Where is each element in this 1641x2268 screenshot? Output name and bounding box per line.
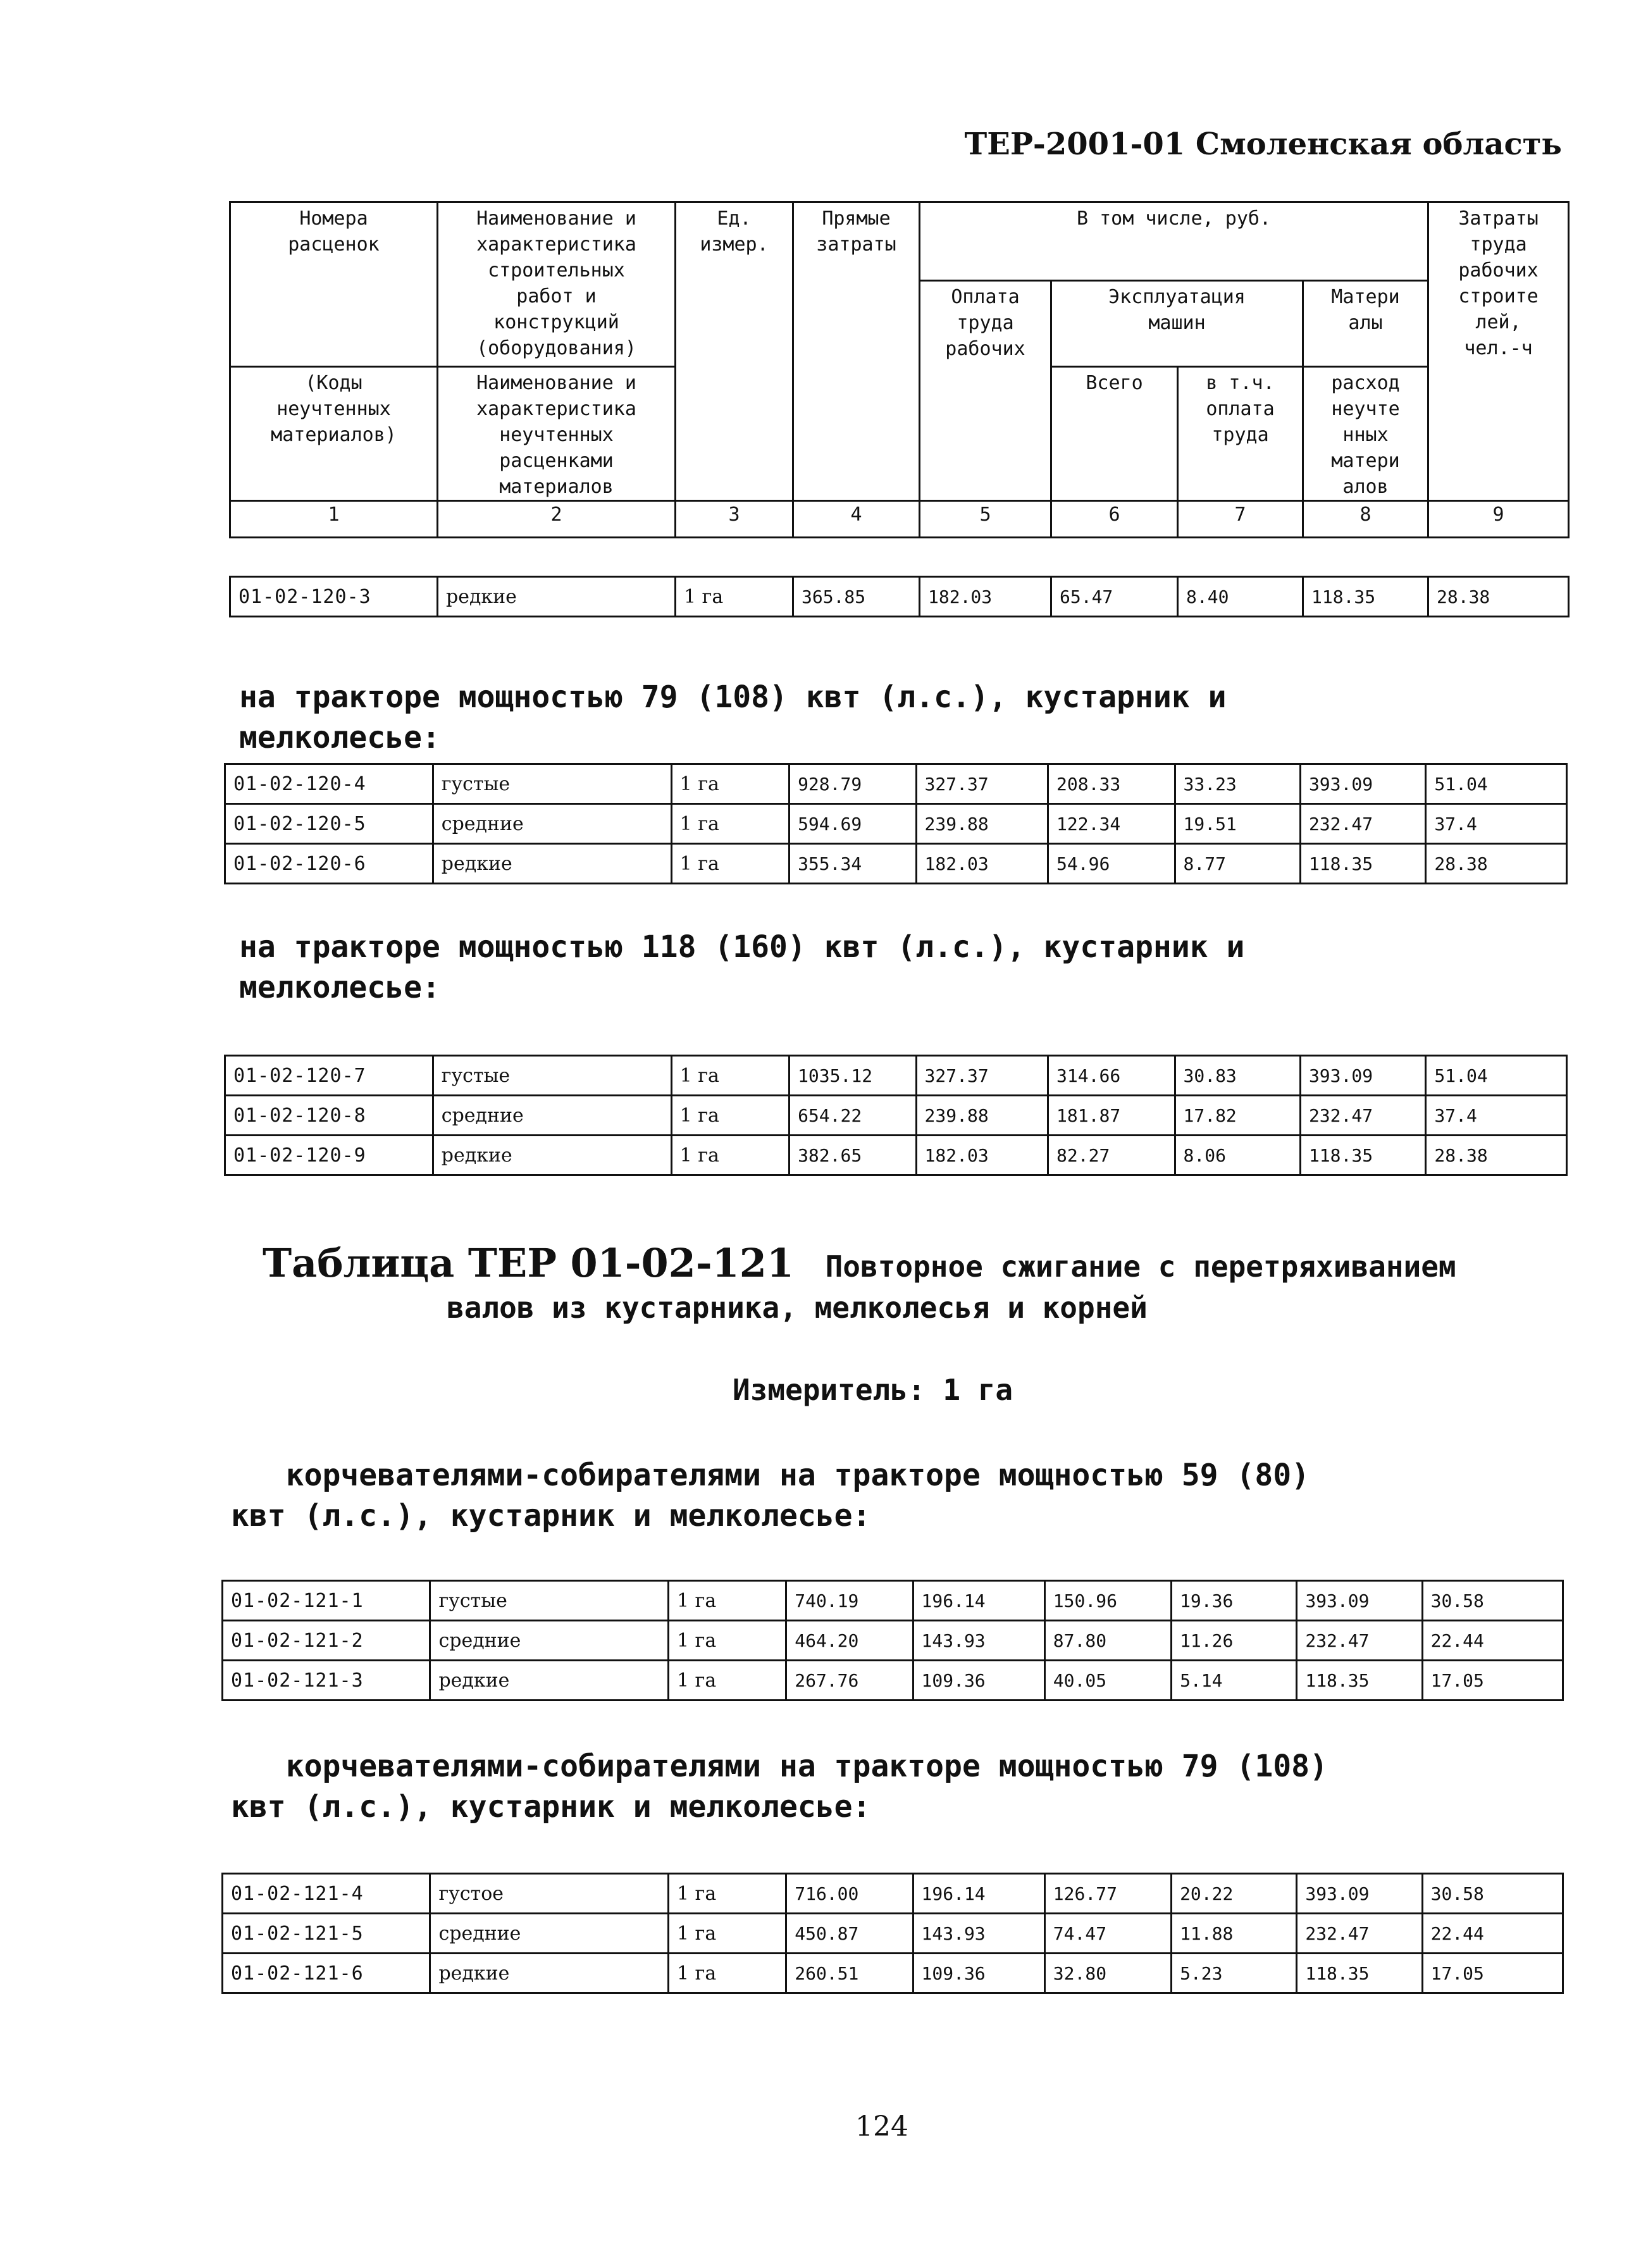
column-number: 2 xyxy=(438,501,676,538)
cell-materials: 118.35 xyxy=(1297,1954,1422,1993)
header-machine-labor: в т.ч. оплата труда xyxy=(1178,367,1303,501)
cell-worker-pay: 143.93 xyxy=(913,1914,1044,1954)
cell-machine-labor: 20.22 xyxy=(1172,1874,1297,1914)
cell-work-name: средние xyxy=(430,1914,669,1954)
column-number: 3 xyxy=(676,501,793,538)
table-121-measure: Измеритель: 1 га xyxy=(733,1373,1013,1407)
table-row xyxy=(225,804,1567,844)
section-heading-3: корчевателями-собирателями на тракторе мощностью 59 (80) квт (л.с.), кустарник и мелколесье: xyxy=(231,1458,1310,1534)
cell-work-name: густые xyxy=(433,1056,671,1096)
section-heading-4: корчевателями-собирателями на тракторе мощностью 79 (108) квт (л.с.), кустарник и мелколесье: xyxy=(231,1749,1328,1825)
cell-machine-labor: 8.77 xyxy=(1175,844,1300,884)
cell-worker-pay: 239.88 xyxy=(916,1096,1048,1136)
rates-table-0 xyxy=(229,576,1570,617)
header-unit: Ед. измер. xyxy=(676,202,793,501)
cell-rate-code: 01-02-121-5 xyxy=(223,1914,430,1954)
cell-machine-labor: 5.23 xyxy=(1172,1954,1297,1993)
cell-materials: 118.35 xyxy=(1300,844,1425,884)
header-including-group: В том числе, руб. xyxy=(920,202,1428,281)
cell-materials: 232.47 xyxy=(1297,1914,1422,1954)
cell-machine-total: 150.96 xyxy=(1044,1581,1171,1621)
rates-table-3 xyxy=(221,1580,1564,1701)
table-row xyxy=(223,1914,1563,1954)
cell-machine-labor: 8.40 xyxy=(1178,577,1303,617)
column-number: 9 xyxy=(1428,501,1569,538)
cell-labor-hours: 22.44 xyxy=(1422,1621,1563,1661)
table-row xyxy=(225,1096,1567,1136)
cell-materials: 393.09 xyxy=(1297,1581,1422,1621)
cell-direct-costs: 928.79 xyxy=(790,764,916,804)
cell-labor-hours: 30.58 xyxy=(1422,1581,1563,1621)
cell-materials: 393.09 xyxy=(1297,1874,1422,1914)
cell-labor-hours: 51.04 xyxy=(1426,1056,1567,1096)
cell-direct-costs: 267.76 xyxy=(786,1661,913,1701)
cell-unit: 1 га xyxy=(671,844,789,884)
rates-table-4 xyxy=(221,1873,1564,1994)
table-row xyxy=(223,1621,1563,1661)
cell-direct-costs: 464.20 xyxy=(786,1621,913,1661)
cell-machine-labor: 5.14 xyxy=(1172,1661,1297,1701)
cell-labor-hours: 30.58 xyxy=(1422,1874,1563,1914)
header-direct-costs: Прямые затраты xyxy=(793,202,920,501)
table-row xyxy=(223,1954,1563,1993)
page-number: 124 xyxy=(855,2110,908,2143)
column-header-table xyxy=(229,201,1570,538)
cell-machine-labor: 33.23 xyxy=(1175,764,1300,804)
cell-labor-hours: 28.38 xyxy=(1426,844,1567,884)
table-row xyxy=(223,1661,1563,1701)
table-row xyxy=(225,844,1567,884)
cell-direct-costs: 594.69 xyxy=(790,804,916,844)
cell-direct-costs: 355.34 xyxy=(790,844,916,884)
cell-work-name: редкие xyxy=(430,1661,669,1701)
cell-materials: 232.47 xyxy=(1297,1621,1422,1661)
cell-rate-code: 01-02-120-5 xyxy=(225,804,433,844)
cell-unit: 1 га xyxy=(671,764,789,804)
cell-machine-total: 65.47 xyxy=(1051,577,1178,617)
cell-worker-pay: 327.37 xyxy=(916,1056,1048,1096)
cell-machine-labor: 11.26 xyxy=(1172,1621,1297,1661)
table-row xyxy=(223,1874,1563,1914)
cell-rate-code: 01-02-121-6 xyxy=(223,1954,430,1993)
cell-rate-code: 01-02-121-1 xyxy=(223,1581,430,1621)
cell-labor-hours: 37.4 xyxy=(1426,804,1567,844)
rates-table-2 xyxy=(224,1055,1568,1176)
column-number: 1 xyxy=(230,501,438,538)
header-material-codes: (Коды неучтенных материалов) xyxy=(230,367,438,501)
table-row xyxy=(225,1136,1567,1175)
column-number: 6 xyxy=(1051,501,1178,538)
cell-rate-code: 01-02-120-8 xyxy=(225,1096,433,1136)
table-121-subtitle-line2: валов из кустарника, мелколесья и корней xyxy=(447,1291,1148,1325)
cell-worker-pay: 182.03 xyxy=(916,1136,1048,1175)
section-heading-2: на тракторе мощностью 118 (160) квт (л.с.), кустарник и мелколесье: xyxy=(239,929,1245,1005)
cell-worker-pay: 196.14 xyxy=(913,1874,1044,1914)
cell-machine-labor: 17.82 xyxy=(1175,1096,1300,1136)
cell-machine-total: 208.33 xyxy=(1048,764,1175,804)
cell-labor-hours: 28.38 xyxy=(1428,577,1569,617)
cell-rate-code: 01-02-120-6 xyxy=(225,844,433,884)
cell-materials: 393.09 xyxy=(1300,764,1425,804)
section-heading-1: на тракторе мощностью 79 (108) квт (л.с.), кустарник и мелколесье: xyxy=(239,679,1227,755)
cell-machine-total: 314.66 xyxy=(1048,1056,1175,1096)
cell-work-name: редкие xyxy=(430,1954,669,1993)
cell-direct-costs: 1035.12 xyxy=(790,1056,916,1096)
cell-machine-total: 122.34 xyxy=(1048,804,1175,844)
header-rate-number: Номера расценок xyxy=(230,202,438,281)
table-121-subtitle-line1: Повторное сжигание с перетряхиванием xyxy=(825,1249,1456,1284)
column-number: 5 xyxy=(920,501,1051,538)
cell-machine-labor: 8.06 xyxy=(1175,1136,1300,1175)
cell-labor-hours: 37.4 xyxy=(1426,1096,1567,1136)
table-row xyxy=(230,577,1569,617)
header-worker-pay: Оплата труда рабочих xyxy=(920,281,1051,501)
cell-worker-pay: 182.03 xyxy=(920,577,1051,617)
cell-work-name: густое xyxy=(430,1874,669,1914)
table-row xyxy=(223,1581,1563,1621)
cell-machine-total: 32.80 xyxy=(1044,1954,1171,1993)
header-machine-total: Всего xyxy=(1051,367,1178,501)
cell-machine-total: 181.87 xyxy=(1048,1096,1175,1136)
cell-direct-costs: 382.65 xyxy=(790,1136,916,1175)
cell-worker-pay: 109.36 xyxy=(913,1661,1044,1701)
column-number: 4 xyxy=(793,501,920,538)
cell-machine-labor: 30.83 xyxy=(1175,1056,1300,1096)
header-machine-operation: Эксплуатация машин xyxy=(1051,281,1303,367)
cell-machine-labor: 19.51 xyxy=(1175,804,1300,844)
column-number: 8 xyxy=(1303,501,1428,538)
cell-machine-total: 82.27 xyxy=(1048,1136,1175,1175)
table-row xyxy=(225,764,1567,804)
cell-unit: 1 га xyxy=(671,1096,789,1136)
cell-unit: 1 га xyxy=(671,1056,789,1096)
cell-materials: 118.35 xyxy=(1303,577,1428,617)
cell-machine-total: 126.77 xyxy=(1044,1874,1171,1914)
cell-labor-hours: 51.04 xyxy=(1426,764,1567,804)
cell-machine-labor: 19.36 xyxy=(1172,1581,1297,1621)
cell-unit: 1 га xyxy=(668,1954,786,1993)
cell-materials: 118.35 xyxy=(1297,1661,1422,1701)
header-materials: Матери алы xyxy=(1303,281,1428,367)
cell-direct-costs: 260.51 xyxy=(786,1954,913,1993)
cell-work-name: густые xyxy=(433,764,671,804)
table-row xyxy=(225,1056,1567,1096)
cell-rate-code: 01-02-120-3 xyxy=(230,577,438,617)
rates-table-1 xyxy=(224,763,1568,884)
cell-materials: 118.35 xyxy=(1300,1136,1425,1175)
cell-work-name: средние xyxy=(430,1621,669,1661)
cell-rate-code: 01-02-121-2 xyxy=(223,1621,430,1661)
cell-unit: 1 га xyxy=(668,1621,786,1661)
cell-unit: 1 га xyxy=(668,1661,786,1701)
cell-work-name: редкие xyxy=(433,1136,671,1175)
cell-rate-code: 01-02-120-4 xyxy=(225,764,433,804)
cell-worker-pay: 196.14 xyxy=(913,1581,1044,1621)
cell-direct-costs: 365.85 xyxy=(793,577,920,617)
cell-work-name: густые xyxy=(430,1581,669,1621)
cell-unit: 1 га xyxy=(668,1914,786,1954)
cell-unit: 1 га xyxy=(676,577,793,617)
cell-machine-total: 74.47 xyxy=(1044,1914,1171,1954)
cell-worker-pay: 182.03 xyxy=(916,844,1048,884)
cell-worker-pay: 327.37 xyxy=(916,764,1048,804)
cell-rate-code: 01-02-121-3 xyxy=(223,1661,430,1701)
cell-labor-hours: 17.05 xyxy=(1422,1954,1563,1993)
cell-materials: 393.09 xyxy=(1300,1056,1425,1096)
cell-unit: 1 га xyxy=(668,1874,786,1914)
cell-machine-total: 40.05 xyxy=(1044,1661,1171,1701)
table-121-title: Таблица ТЕР 01-02-121 xyxy=(263,1240,794,1286)
cell-worker-pay: 109.36 xyxy=(913,1954,1044,1993)
cell-work-name: редкие xyxy=(438,577,676,617)
cell-labor-hours: 28.38 xyxy=(1426,1136,1567,1175)
cell-machine-labor: 11.88 xyxy=(1172,1914,1297,1954)
cell-unit: 1 га xyxy=(671,804,789,844)
cell-direct-costs: 716.00 xyxy=(786,1874,913,1914)
cell-machine-total: 87.80 xyxy=(1044,1621,1171,1661)
table-121-title-line xyxy=(263,1240,1456,1286)
cell-rate-code: 01-02-121-4 xyxy=(223,1874,430,1914)
cell-rate-code: 01-02-120-7 xyxy=(225,1056,433,1096)
cell-worker-pay: 239.88 xyxy=(916,804,1048,844)
header-work-name: Наименование и характеристика строительных работ и конструкций (оборудования) xyxy=(438,202,676,367)
cell-labor-hours: 17.05 xyxy=(1422,1661,1563,1701)
cell-rate-code: 01-02-120-9 xyxy=(225,1136,433,1175)
cell-unit: 1 га xyxy=(668,1581,786,1621)
cell-unit: 1 га xyxy=(671,1136,789,1175)
page-header-title: ТЕР-2001-01 Смоленская область xyxy=(964,127,1562,162)
header-material-name: Наименование и характеристика неучтенных расценками материалов xyxy=(438,367,676,501)
header-labor-costs: Затраты труда рабочих строите лей, чел.-ч xyxy=(1428,202,1569,501)
cell-materials: 232.47 xyxy=(1300,804,1425,844)
cell-direct-costs: 654.22 xyxy=(790,1096,916,1136)
header-unaccounted-materials: расход неучте нных матери алов xyxy=(1303,367,1428,501)
cell-machine-total: 54.96 xyxy=(1048,844,1175,884)
cell-direct-costs: 450.87 xyxy=(786,1914,913,1954)
cell-worker-pay: 143.93 xyxy=(913,1621,1044,1661)
cell-work-name: средние xyxy=(433,1096,671,1136)
cell-labor-hours: 22.44 xyxy=(1422,1914,1563,1954)
cell-direct-costs: 740.19 xyxy=(786,1581,913,1621)
cell-materials: 232.47 xyxy=(1300,1096,1425,1136)
header-blank-cell xyxy=(230,281,438,367)
cell-work-name: средние xyxy=(433,804,671,844)
column-number: 7 xyxy=(1178,501,1303,538)
cell-work-name: редкие xyxy=(433,844,671,884)
